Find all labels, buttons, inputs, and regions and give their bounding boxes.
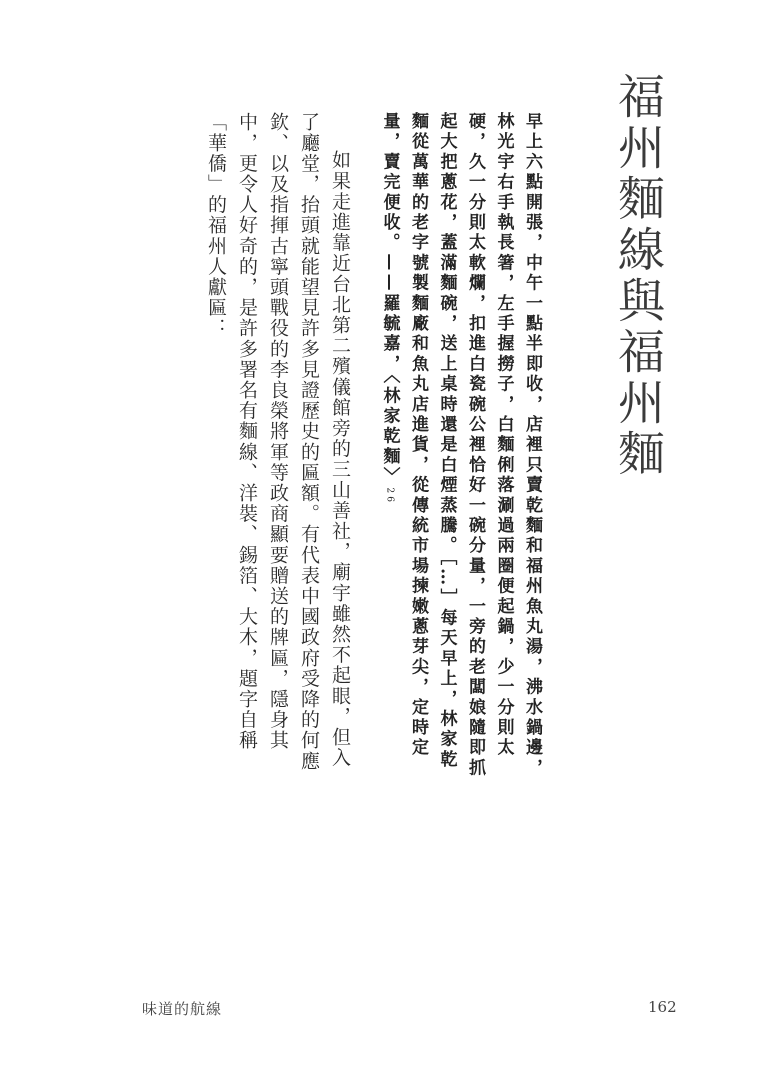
quote-text: 早上六點開張，中午一點半即收，店裡只賣乾麵和福州魚丸湯，沸水鍋邊，林光宇右手執長箸，左手握撈子，白麵俐落涮過兩圈便起鍋，少一分則太硬，久一分則太軟爛，扣進白瓷碗公裡恰好一碗分量，一旁的老闆娘隨即抓起大把蔥花，蓋滿麵碗，送上桌時還是白煙蒸騰。［…］每天早上，林家乾麵從萬華的老字號製麵廠和魚丸店進貨，從傳統市場揀嫩蔥芽尖，定時定量，賣完便收。——羅毓嘉，〈林家乾麵〉 [379,112,542,779]
page-number: 162 [648,998,677,1016]
body-paragraph: 如果走進靠近台北第二殯儀館旁的三山善社，廟宇雖然不起眼，但入了廳堂，抬頭就能望見許多見證歷史的匾額。有代表中國政府受降的何應欽、以及指揮古寧頭戰役的李良榮將軍等政商顯要贈送的牌匾，隱身其中，更令人好奇的，是許多署名有麵線、洋裝、錫箔、大木，題字自稱「華僑」的福州人獻匾： [205,112,351,772]
body-text [200,112,355,772]
block-quote [375,112,546,782]
footnote-marker: 26 [384,487,395,506]
quote-paragraph [375,112,546,782]
chapter-title: 福州麵線與福州麵 [610,72,665,480]
running-footer-book-title: 味道的航線 [142,1000,223,1018]
